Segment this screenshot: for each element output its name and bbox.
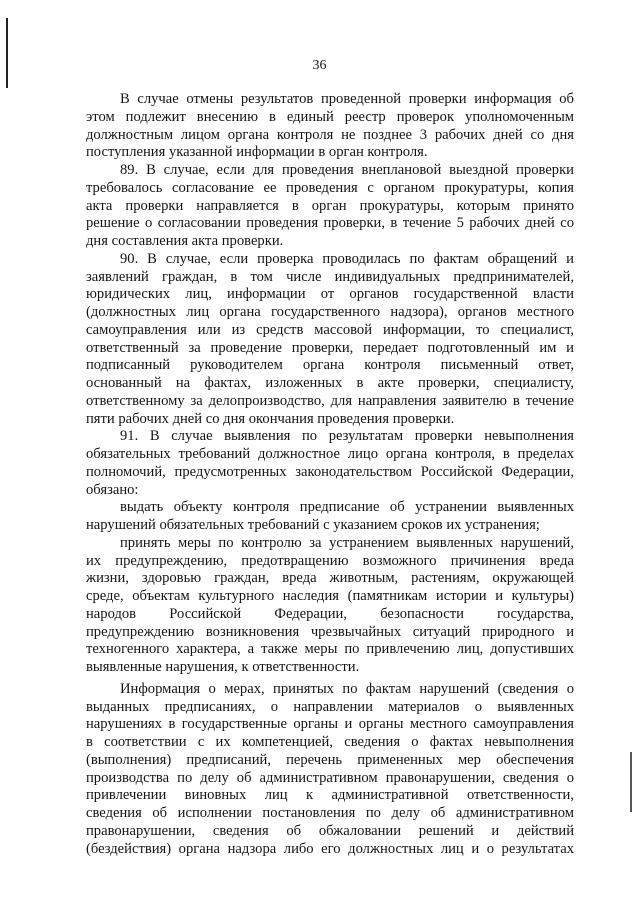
text-line: (должностных лиц органа государственного надзора), органов местного bbox=[86, 304, 574, 320]
text-line: 89. В случае, если для проведения внеплановой выездной проверки bbox=[120, 162, 574, 178]
page-number: 36 bbox=[312, 58, 327, 73]
text-line: ответственному за делопроизводство, для направления заявителю в течение bbox=[86, 392, 574, 409]
text-line: привлечении виновных лиц к административной ответственности, bbox=[86, 787, 574, 804]
text-line: обязано: bbox=[86, 481, 139, 498]
text-line: их предупреждению, предотвращению возможного причинения вреда bbox=[86, 552, 574, 569]
text-line: должностным лицом органа контроля не позднее 3 рабочих дней со дня bbox=[86, 126, 574, 143]
text-line: подписанный руководителем органа контроля письменный ответ, bbox=[86, 357, 574, 374]
document-body bbox=[86, 91, 574, 858]
text-line: решение о согласовании проведения проверки, в течение 5 рабочих дней со bbox=[86, 215, 574, 232]
scan-edge-mark bbox=[6, 18, 8, 88]
text-line: этом подлежит внесению в единый реестр проверок уполномоченным bbox=[86, 108, 574, 125]
text-line: основанный на фактах, изложенных в акте проверки, специалисту, bbox=[86, 375, 574, 391]
text-line: В случае отмены результатов проведенной проверки информация об bbox=[120, 91, 574, 107]
text-line: требовалось согласование ее проведения с органом прокуратуры, копия bbox=[86, 179, 574, 196]
text-line: заявлений граждан, в том числе индивидуальных предпринимателей, bbox=[86, 268, 574, 285]
text-line: техногенного характера, а также меры по привлечению лиц, допустивших bbox=[86, 641, 574, 658]
text-line: выдать объекту контроля предписание об устранении выявленных bbox=[120, 499, 574, 516]
text-line: нарушений обязательных требований с указанием сроков их устранения; bbox=[86, 517, 540, 533]
text-line: нарушениях в государственные органы и органы местного самоуправления bbox=[86, 716, 574, 733]
text-line: предупреждению возникновения чрезвычайных ситуаций природного и bbox=[86, 623, 574, 640]
text-line: в соответствии с их компетенцией, сведения о фактах невыполнения bbox=[86, 734, 574, 750]
scan-edge-mark bbox=[630, 752, 632, 812]
text-line: акта проверки направляется в орган прокуратуры, которым принято bbox=[86, 197, 574, 214]
text-line: 90. В случае, если проверка проводилась по фактам обращений и bbox=[120, 250, 574, 267]
text-line: среде, объектам культурного наследия (памятникам истории и культуры) bbox=[86, 588, 574, 604]
text-line: выданных предписаниях, о направлении материалов о выявленных bbox=[86, 698, 574, 715]
text-line: 91. В случае выявления по результатам проверки невыполнения bbox=[120, 428, 574, 445]
text-line: дня составления акта проверки. bbox=[86, 233, 284, 249]
text-line: правонарушении, сведения об обжаловании решений и действий bbox=[86, 822, 574, 839]
text-line: обязательных требований должностное лицо органа контроля, в пределах bbox=[86, 446, 574, 462]
text-line: принять меры по контролю за устранением выявленных нарушений, bbox=[120, 534, 574, 551]
text-line: народов Российской Федерации, безопасности государства, bbox=[86, 605, 574, 622]
text-line: поступления указанной информации в орган контроля. bbox=[86, 144, 428, 161]
text-line: сведения об исполнении постановления по делу об административном bbox=[86, 805, 574, 821]
text-line: самоуправления или из средств массовой информации, то специалист, bbox=[86, 321, 574, 338]
text-line: Информация о мерах, принятых по фактам нарушений (сведения о bbox=[120, 680, 574, 697]
text-line: пяти рабочих дней со дня окончания проведения проверки. bbox=[86, 410, 455, 427]
text-line: (бездействия) органа надзора либо его должностных лиц и о результатах bbox=[86, 840, 574, 857]
text-line: полномочий, предусмотренных законодательством Российской Федерации, bbox=[86, 463, 574, 480]
text-line: (выполнения) предписаний, перечень примененных мер обеспечения bbox=[86, 751, 574, 768]
text-line: выявленные нарушения, к ответственности. bbox=[86, 659, 360, 675]
text-line: жизни, здоровью граждан, вреда животным, растениям, окружающей bbox=[86, 570, 574, 587]
text-line: юридических лиц, информации от органов государственной власти bbox=[86, 286, 574, 303]
text-line: ответственный за проведение проверки, передает подготовленный им и bbox=[86, 339, 574, 356]
text-line: производства по делу об административном правонарушении, сведения о bbox=[86, 769, 574, 786]
